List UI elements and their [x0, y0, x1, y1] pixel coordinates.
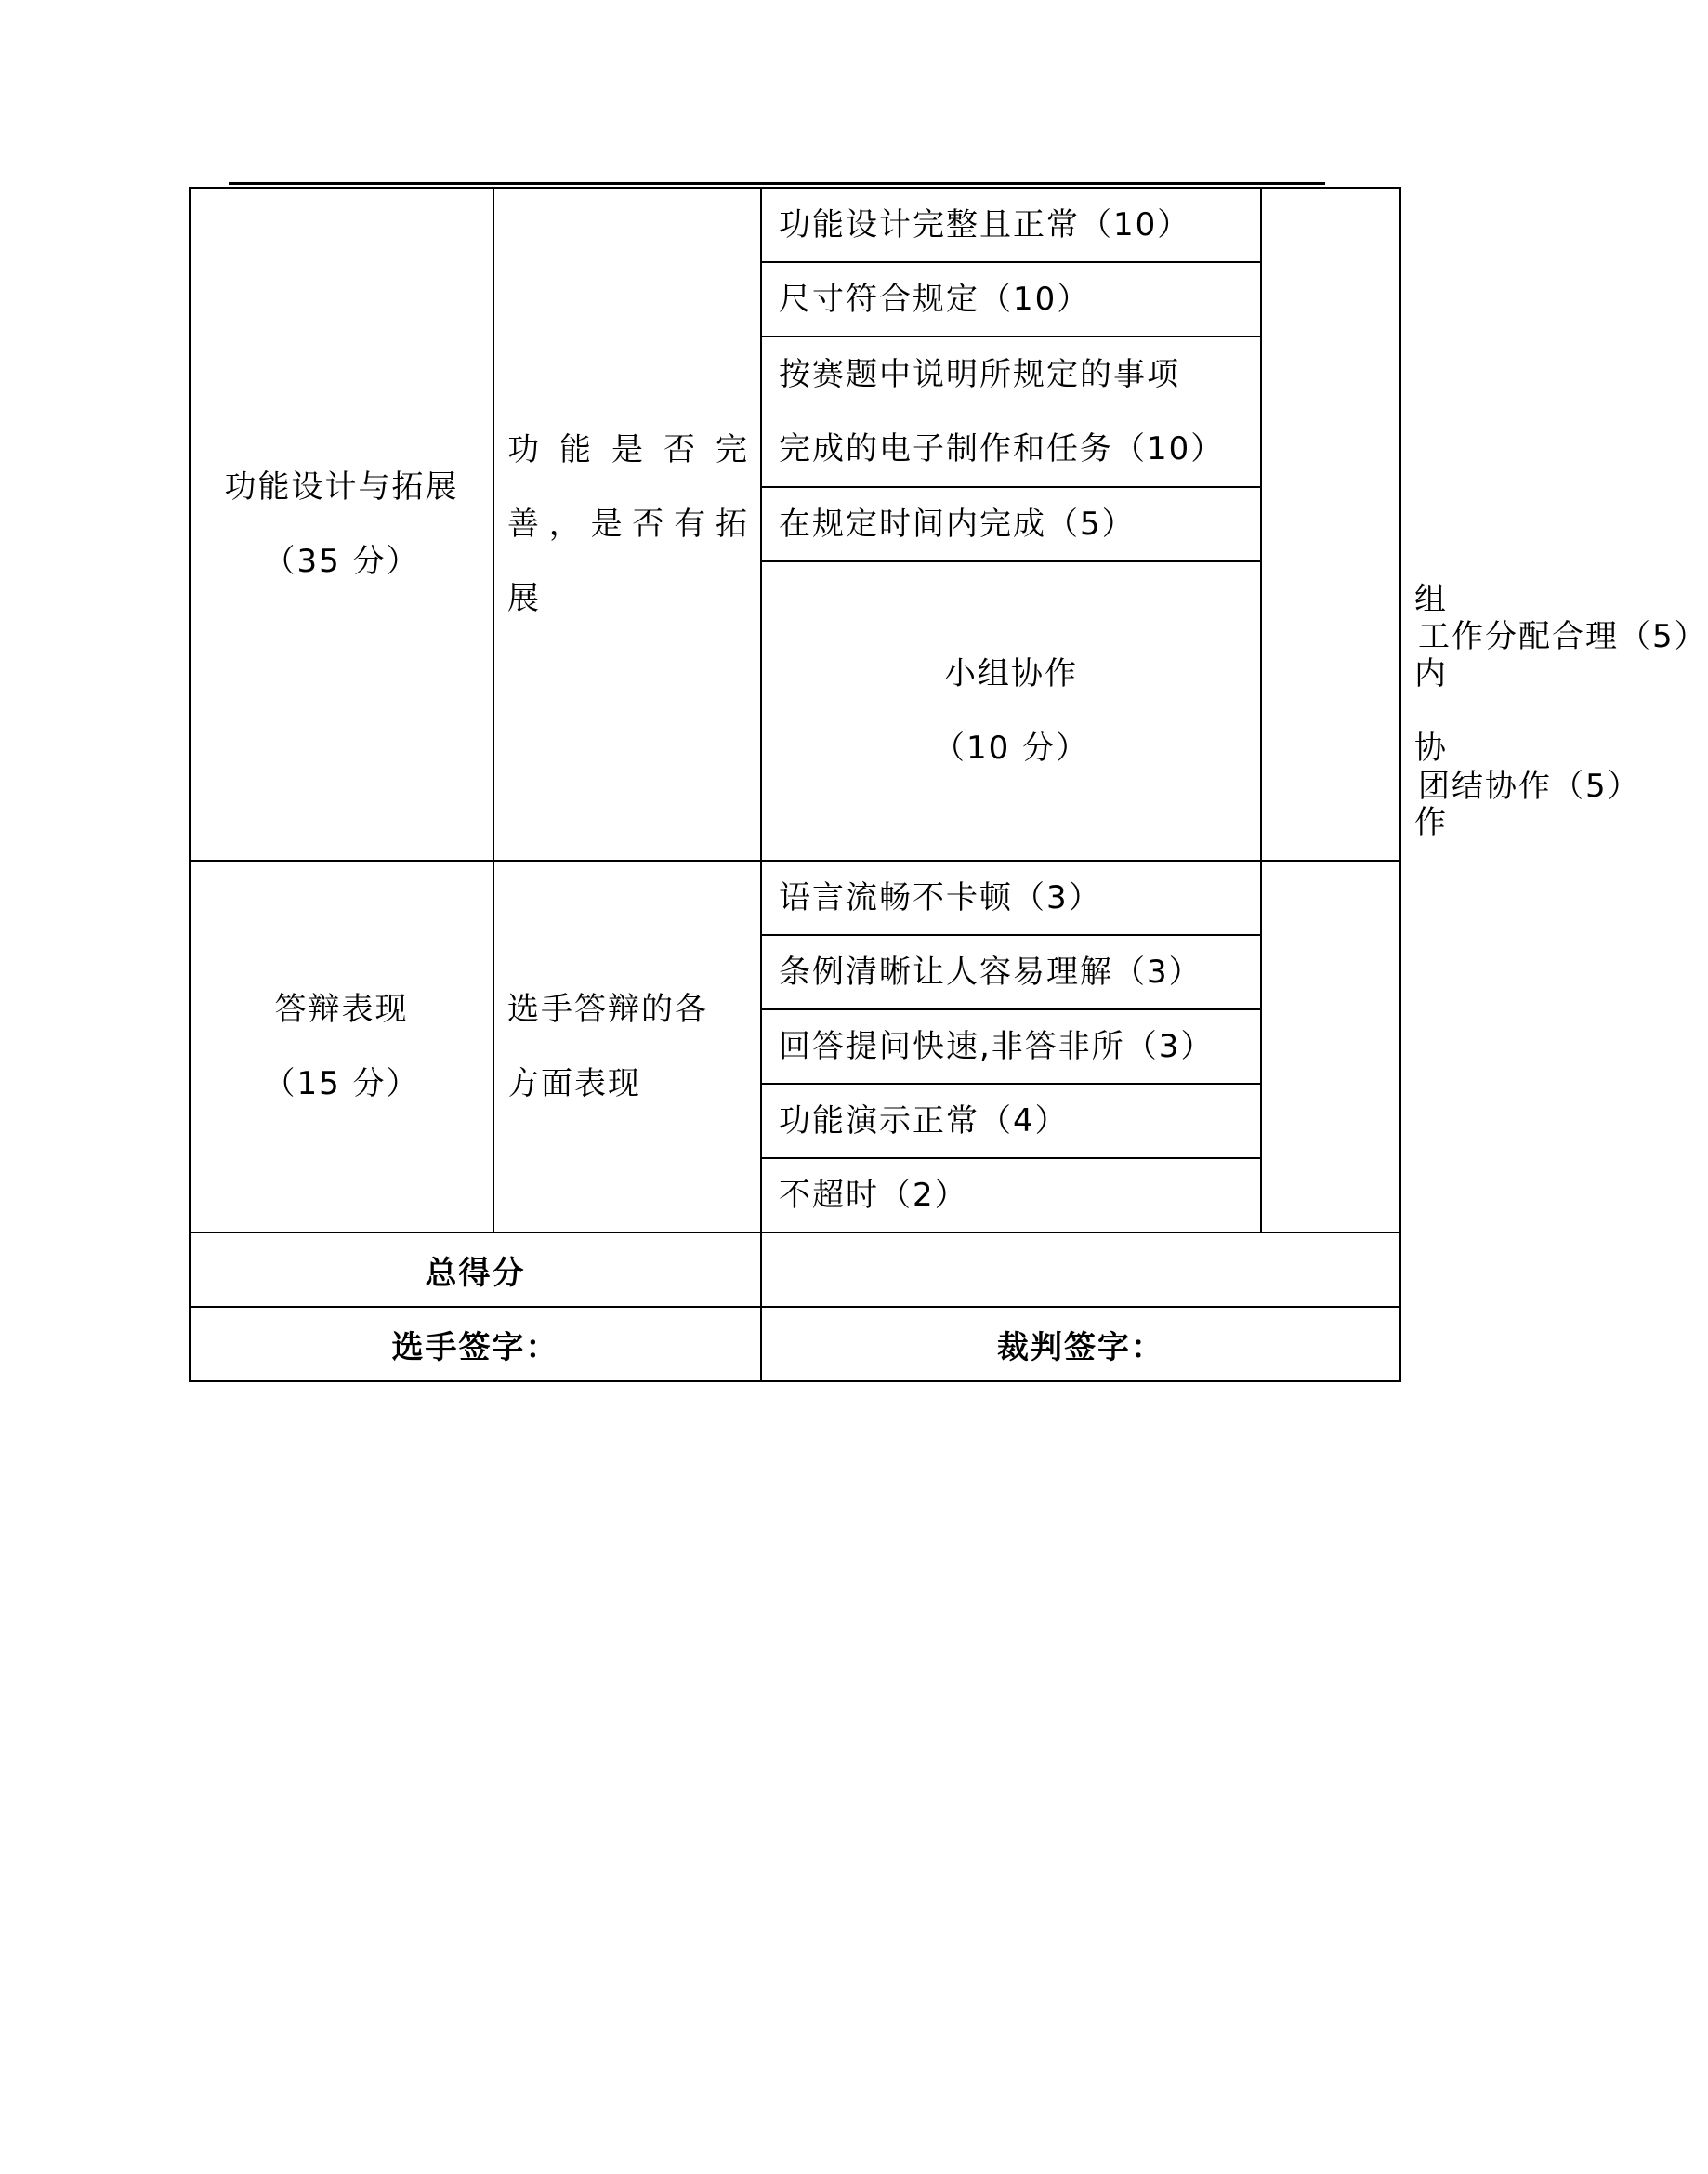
- contestant-signature-label[interactable]: 选手签字：: [190, 1307, 761, 1381]
- category-cell: [761, 561, 1261, 861]
- criterion-line: 按赛题中说明所规定的事项: [779, 356, 1180, 393]
- score-cell[interactable]: [1261, 188, 1400, 861]
- category-name: 小组协作: [944, 655, 1078, 692]
- description-line: 选手答辩的各: [507, 991, 708, 1028]
- criterion-line: 完成的电子制作和任务（10）: [779, 430, 1225, 468]
- category-cell: [190, 861, 493, 1232]
- table-row: 小组协作 （10 分） 组内协作 工作分配合理（5）: [190, 561, 1400, 711]
- total-row: [190, 1232, 1400, 1307]
- criterion-cell: 功能设计完整且正常（10）: [761, 188, 1261, 262]
- category-name: 答辩表现: [274, 991, 409, 1028]
- judge-signature-label[interactable]: 裁判签字：: [761, 1307, 1400, 1381]
- total-score-label: 总得分: [190, 1232, 761, 1307]
- top-rule: [229, 182, 1325, 185]
- criterion-cell: 不超时（2）: [761, 1158, 1261, 1232]
- category-points: （35 分）: [263, 543, 420, 580]
- criterion-cell: [761, 336, 1261, 487]
- description-line: 善，是否有拓: [507, 506, 747, 543]
- signature-row: [190, 1307, 1400, 1381]
- table-row: [190, 861, 1400, 935]
- description-line: 功 能 是 否 完: [507, 431, 747, 468]
- criterion-cell: 在规定时间内完成（5）: [761, 487, 1261, 561]
- score-cell[interactable]: [1261, 861, 1400, 1232]
- criterion-cell: 回答提问快速,非答非所（3）: [761, 1009, 1261, 1084]
- description-cell: [493, 188, 761, 861]
- category-name: 功能设计与拓展: [224, 468, 459, 506]
- category-points: （10 分）: [932, 730, 1090, 767]
- description-line: 展: [507, 580, 539, 617]
- criterion-cell: 条例清晰让人容易理解（3）: [761, 935, 1261, 1009]
- criterion-cell: 功能演示正常（4）: [761, 1084, 1261, 1158]
- description-cell: [493, 861, 761, 1232]
- criterion-cell: 尺寸符合规定（10）: [761, 262, 1261, 336]
- table-row: [190, 188, 1400, 262]
- category-points: （15 分）: [263, 1065, 420, 1102]
- total-score-value[interactable]: [761, 1232, 1400, 1307]
- scoring-table: [189, 187, 1708, 1382]
- category-cell: [190, 188, 493, 861]
- description-line: 方面表现: [507, 1065, 641, 1102]
- criterion-cell: 语言流畅不卡顿（3）: [761, 861, 1261, 935]
- table-row: 团结协作（5）: [1418, 767, 1641, 805]
